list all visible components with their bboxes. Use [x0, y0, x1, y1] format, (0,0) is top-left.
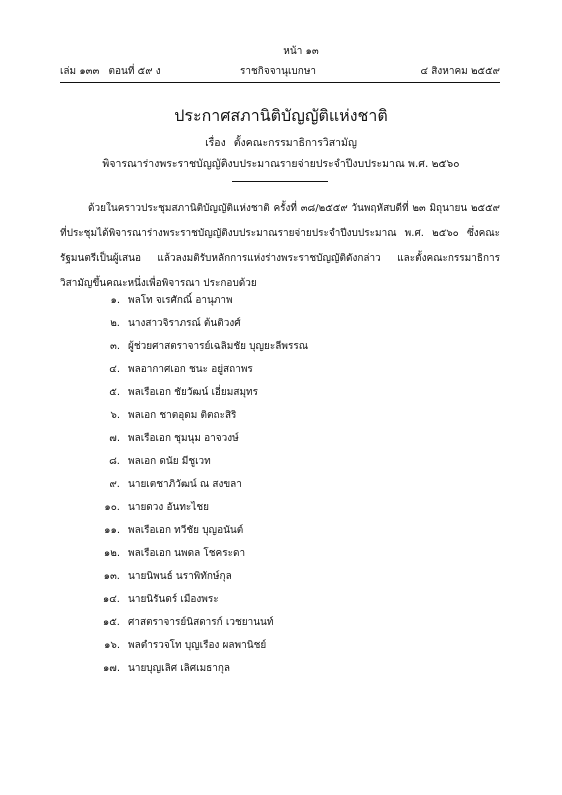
gazette-name: ราชกิจจานุเบกษา — [240, 66, 317, 77]
member-number: ๘. — [109, 456, 120, 467]
list-item — [86, 588, 486, 611]
list-item — [86, 404, 486, 427]
member-number: ๒. — [110, 318, 120, 329]
list-item — [86, 519, 486, 542]
list-item — [86, 358, 486, 381]
member-name: นายนิรันดร์ เมืองพระ — [128, 594, 219, 605]
list-item — [86, 634, 486, 657]
member-number: ๗. — [109, 433, 120, 444]
member-number: ๓. — [109, 341, 120, 352]
volume-label: เล่ม ๑๓๓ — [60, 66, 100, 77]
list-item — [86, 565, 486, 588]
document-subject — [0, 134, 562, 151]
subject-label: เรื่อง — [205, 137, 226, 149]
document-subject-line-2: พิจารณาร่างพระราชบัญญัติงบประมาณรายจ่ายประจำปีงบประมาณ พ.ศ. ๒๕๖๐ — [102, 158, 460, 170]
member-number: ๑๓. — [103, 571, 120, 582]
list-item — [86, 496, 486, 519]
header-divider — [60, 82, 500, 83]
member-number: ๑๕. — [102, 617, 120, 628]
section-label: ตอนที่ ๕๙ ง — [108, 66, 161, 77]
member-number: ๙. — [109, 479, 120, 490]
header-left — [60, 64, 167, 79]
member-number: ๔. — [109, 364, 120, 375]
member-number: ๑๒. — [103, 548, 120, 559]
member-number: ๖. — [110, 410, 120, 421]
member-number: ๑. — [110, 295, 120, 306]
list-item — [86, 611, 486, 634]
member-number: ๑๐. — [104, 502, 120, 513]
member-name: พลตำรวจโท บุญเรือง ผลพานิชย์ — [128, 640, 267, 651]
member-name: นายเตชาภิวัฒน์ ณ สงขลา — [128, 479, 242, 490]
document-title: ประกาศสภานิติบัญญัติแห่งชาติ — [174, 106, 388, 125]
member-name: ผู้ช่วยศาสตราจารย์เฉลิมชัย บุญยะลีพรรณ — [128, 341, 308, 352]
gazette-header — [60, 64, 500, 79]
list-item — [86, 427, 486, 450]
subject-text: ตั้งคณะกรรมาธิการวิสามัญ — [233, 137, 357, 149]
member-number: ๑๔. — [102, 594, 120, 605]
title-divider — [232, 181, 328, 182]
body-paragraph — [60, 196, 500, 296]
page-number: หน้า ๑๓ — [283, 46, 319, 57]
publication-date: ๔ สิงหาคม ๒๕๕๙ — [420, 66, 500, 77]
list-item — [86, 450, 486, 473]
member-name: พลเรือเอก ชัยวัฒน์ เอี่ยมสมุทร — [128, 387, 259, 398]
member-name: พลเอก ดนัย มีชูเวท — [128, 456, 211, 467]
list-item — [86, 289, 486, 312]
member-name: นางสาวจิราภรณ์ ต้นติวงศ์ — [128, 318, 241, 329]
member-name: นายดวง อันทะไชย — [128, 502, 209, 513]
committee-member-list — [86, 289, 486, 680]
member-number: ๑๗. — [102, 663, 120, 674]
list-item — [86, 657, 486, 680]
member-name: พลเรือเอก ทวีชัย บุญอนันต์ — [128, 525, 244, 536]
member-name: พลเอก ชาตอุดม ติตถะสิริ — [128, 410, 237, 421]
member-name: ศาสตราจารย์นิสดารก์ เวชยานนท์ — [128, 617, 274, 628]
list-item — [86, 542, 486, 565]
member-number: ๕. — [109, 387, 120, 398]
list-item — [86, 335, 486, 358]
member-name: นายนิพนธ์ นราพิทักษ์กุล — [128, 571, 232, 582]
list-item — [86, 312, 486, 335]
list-item — [86, 381, 486, 404]
list-item — [86, 473, 486, 496]
member-name: พลเรือเอก นพดล โชคระดา — [128, 548, 246, 559]
member-name: พลโท จเรศักณิ์ อานุภาพ — [128, 295, 233, 306]
member-name: นายบุญเลิศ เลิศเมธากุล — [128, 663, 231, 674]
body-text: ด้วยในคราวประชุมสภานิติบัญญัติแห่งชาติ ครั้งที่ ๓๘/๒๕๕๙ วันพฤหัสบดีที่ ๒๓ มิถุนายน ๒๕๕๙ ที่ประชุมได้พิจารณาร่างพระราชบัญญัติงบประมาณรายจ่ายประจำปีงบประมาณ พ.ศ. ๒๕๖๐ ซึ่งคณะรัฐมนตรีเป็นผู้เสนอ แล้วลงมติรับหลักการแห่งร่างพระราชบัญญัติดังกล่าว และตั้งคณะกรรมาธิการวิสามัญขึ้นคณะหนึ่งเพื่อพิจารณา ประกอบด้วย — [60, 203, 500, 289]
member-number: ๑๖. — [104, 640, 120, 651]
member-name: พลเรือเอก ชุมนุม อาจวงษ์ — [128, 433, 239, 444]
member-name: พลอากาศเอก ชนะ อยู่สถาพร — [128, 364, 253, 375]
member-number: ๑๑. — [104, 525, 120, 536]
